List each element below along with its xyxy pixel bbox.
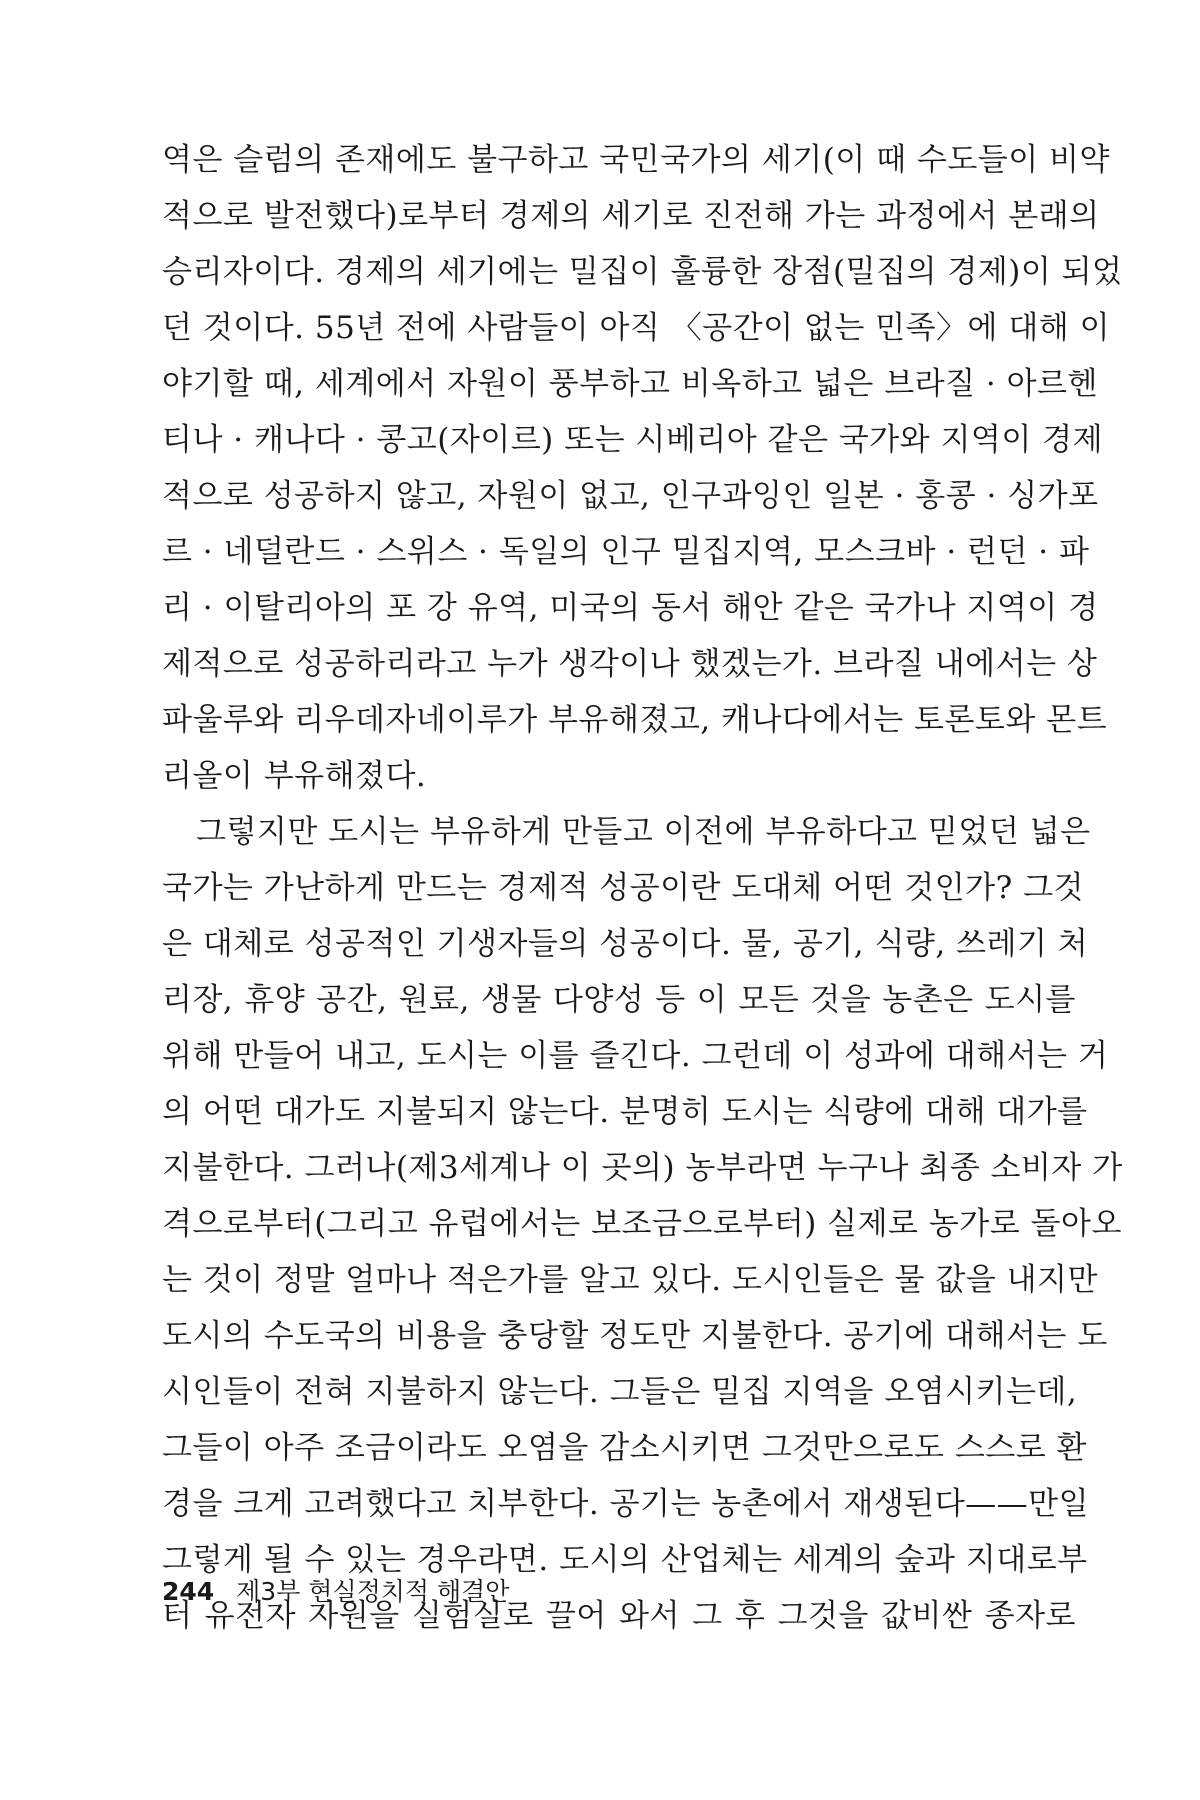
page-footer — [162, 1576, 509, 1608]
text-line: 던 것이다. 55년 전에 사람들이 아직 〈공간이 없는 민족〉에 대해 이 — [162, 310, 1111, 346]
paragraph-start-line: 그렇지만 도시는 부유하게 만들고 이전에 부유하다고 믿었던 넓은 — [196, 814, 1091, 850]
text-line: 르 · 네덜란드 · 스위스 · 독일의 인구 밀집지역, 모스크바 · 런던 · 파 — [162, 534, 1090, 570]
text-line: 승리자이다. 경제의 세기에는 밀집이 훌륭한 장점(밀집의 경제)이 되었 — [162, 254, 1123, 290]
text-line: 제적으로 성공하리라고 누가 생각이나 했겠는가. 브라질 내에서는 상 — [162, 646, 1098, 682]
text-line: 적으로 성공하지 않고, 자원이 없고, 인구과잉인 일본 · 홍콩 · 싱가포 — [162, 478, 1099, 514]
text-line: 의 어떤 대가도 지불되지 않는다. 분명히 도시는 식량에 대해 대가를 — [162, 1094, 1088, 1130]
running-head: 제3부 현실정치적 해결안 — [236, 1577, 510, 1606]
text-line: 파울루와 리우데자네이루가 부유해졌고, 캐나다에서는 토론토와 몬트 — [162, 702, 1108, 738]
text-line: 티나 · 캐나다 · 콩고(자이르) 또는 시베리아 같은 국가와 지역이 경제 — [162, 422, 1104, 458]
text-line: 적으로 발전했다)로부터 경제의 세기로 진전해 가는 과정에서 본래의 — [162, 198, 1100, 234]
text-line: 리장, 휴양 공간, 원료, 생물 다양성 등 이 모든 것을 농촌은 도시를 — [162, 982, 1076, 1018]
text-line: 는 것이 정말 얼마나 적은가를 알고 있다. 도시인들은 물 값을 내지만 — [162, 1262, 1098, 1298]
text-line: 국가는 가난하게 만드는 경제적 성공이란 도대체 어떤 것인가? 그것 — [162, 870, 1084, 906]
text-line: 격으로부터(그리고 유럽에서는 보조금으로부터) 실제로 농가로 돌아오 — [162, 1206, 1122, 1242]
text-line: 터 유전자 자원을 실험실로 끌어 와서 그 후 그것을 값비싼 종자로 — [162, 1598, 1076, 1634]
text-line: 지불한다. 그러나(제3세계나 이 곳의) 농부라면 누구나 최종 소비자 가 — [162, 1150, 1123, 1186]
text-line: 리 · 이탈리아의 포 강 유역, 미국의 동서 해안 같은 국가나 지역이 경 — [162, 590, 1099, 626]
text-line: 도시의 수도국의 비용을 충당할 정도만 지불한다. 공기에 대해서는 도 — [162, 1318, 1108, 1354]
text-line: 시인들이 전혀 지불하지 않는다. 그들은 밀집 지역을 오염시키는데, — [162, 1374, 1078, 1410]
text-line: 야기할 때, 세계에서 자원이 풍부하고 비옥하고 넓은 브라질 · 아르헨 — [162, 366, 1098, 402]
body-text — [162, 132, 1123, 1644]
text-line: 역은 슬럼의 존재에도 불구하고 국민국가의 세기(이 때 수도들이 비약 — [162, 142, 1110, 178]
text-line: 은 대체로 성공적인 기생자들의 성공이다. 물, 공기, 식량, 쓰레기 처 — [162, 926, 1089, 962]
text-line: 위해 만들어 내고, 도시는 이를 즐긴다. 그런데 이 성과에 대해서는 거 — [162, 1038, 1109, 1074]
text-line: 그들이 아주 조금이라도 오염을 감소시키면 그것만으로도 스스로 환 — [162, 1430, 1087, 1466]
paragraph-end-line: 리올이 부유해졌다. — [162, 758, 427, 794]
page-number: 244 — [162, 1577, 215, 1606]
text-line: 그렇게 될 수 있는 경우라면. 도시의 산업체는 세계의 숲과 지대로부 — [162, 1542, 1088, 1578]
text-line: 경을 크게 고려했다고 치부한다. 공기는 농촌에서 재생된다——만일 — [162, 1486, 1090, 1522]
